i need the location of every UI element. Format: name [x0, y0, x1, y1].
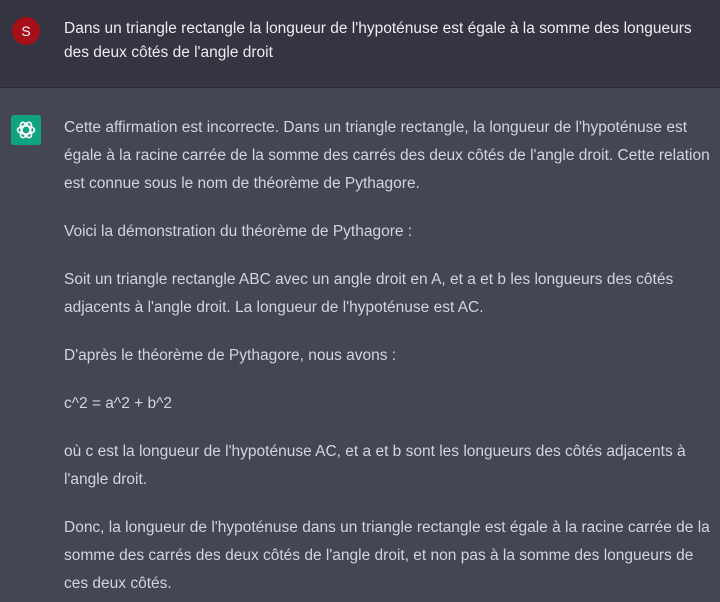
openai-logo-icon [11, 115, 41, 145]
user-message-text: Dans un triangle rectangle la longueur de l'hypoténuse est égale à la somme des longueurs des deux côtés de l'angle droit [64, 20, 692, 61]
answer-formula: c^2 = a^2 + b^2 [64, 395, 173, 412]
assistant-message-row [0, 88, 720, 602]
answer-paragraph: où c est la longueur de l'hypoténuse AC, et a et b sont les longueurs des côtés adjacents à l'angle droit. [64, 443, 686, 488]
answer-paragraph: Donc, la longueur de l'hypoténuse dans un triangle rectangle est égale à la racine carrée de la somme des carrés des deux côtés de l'angle droit, et non pas à la somme des longueurs de ces deux côtés. [64, 519, 710, 592]
answer-paragraph: Soit un triangle rectangle ABC avec un angle droit en A, et a et b les longueurs des côtés adjacents à l'angle droit. La longueur de l'hypoténuse est AC. [64, 271, 674, 316]
answer-paragraph: Cette affirmation est incorrecte. Dans un triangle rectangle, la longueur de l'hypoténuse est égale à la racine carrée de la somme des carrés des deux côtés de l'angle droit. Cette relation est connue sous le nom de théorème de Pythagore. [64, 119, 710, 192]
answer-paragraph: Voici la démonstration du théorème de Pythagore : [64, 223, 413, 240]
answer-paragraph: D'après le théorème de Pythagore, nous avons : [64, 347, 397, 364]
assistant-message-text [64, 114, 714, 602]
user-message-row [0, 0, 720, 88]
user-avatar: S [12, 17, 40, 45]
